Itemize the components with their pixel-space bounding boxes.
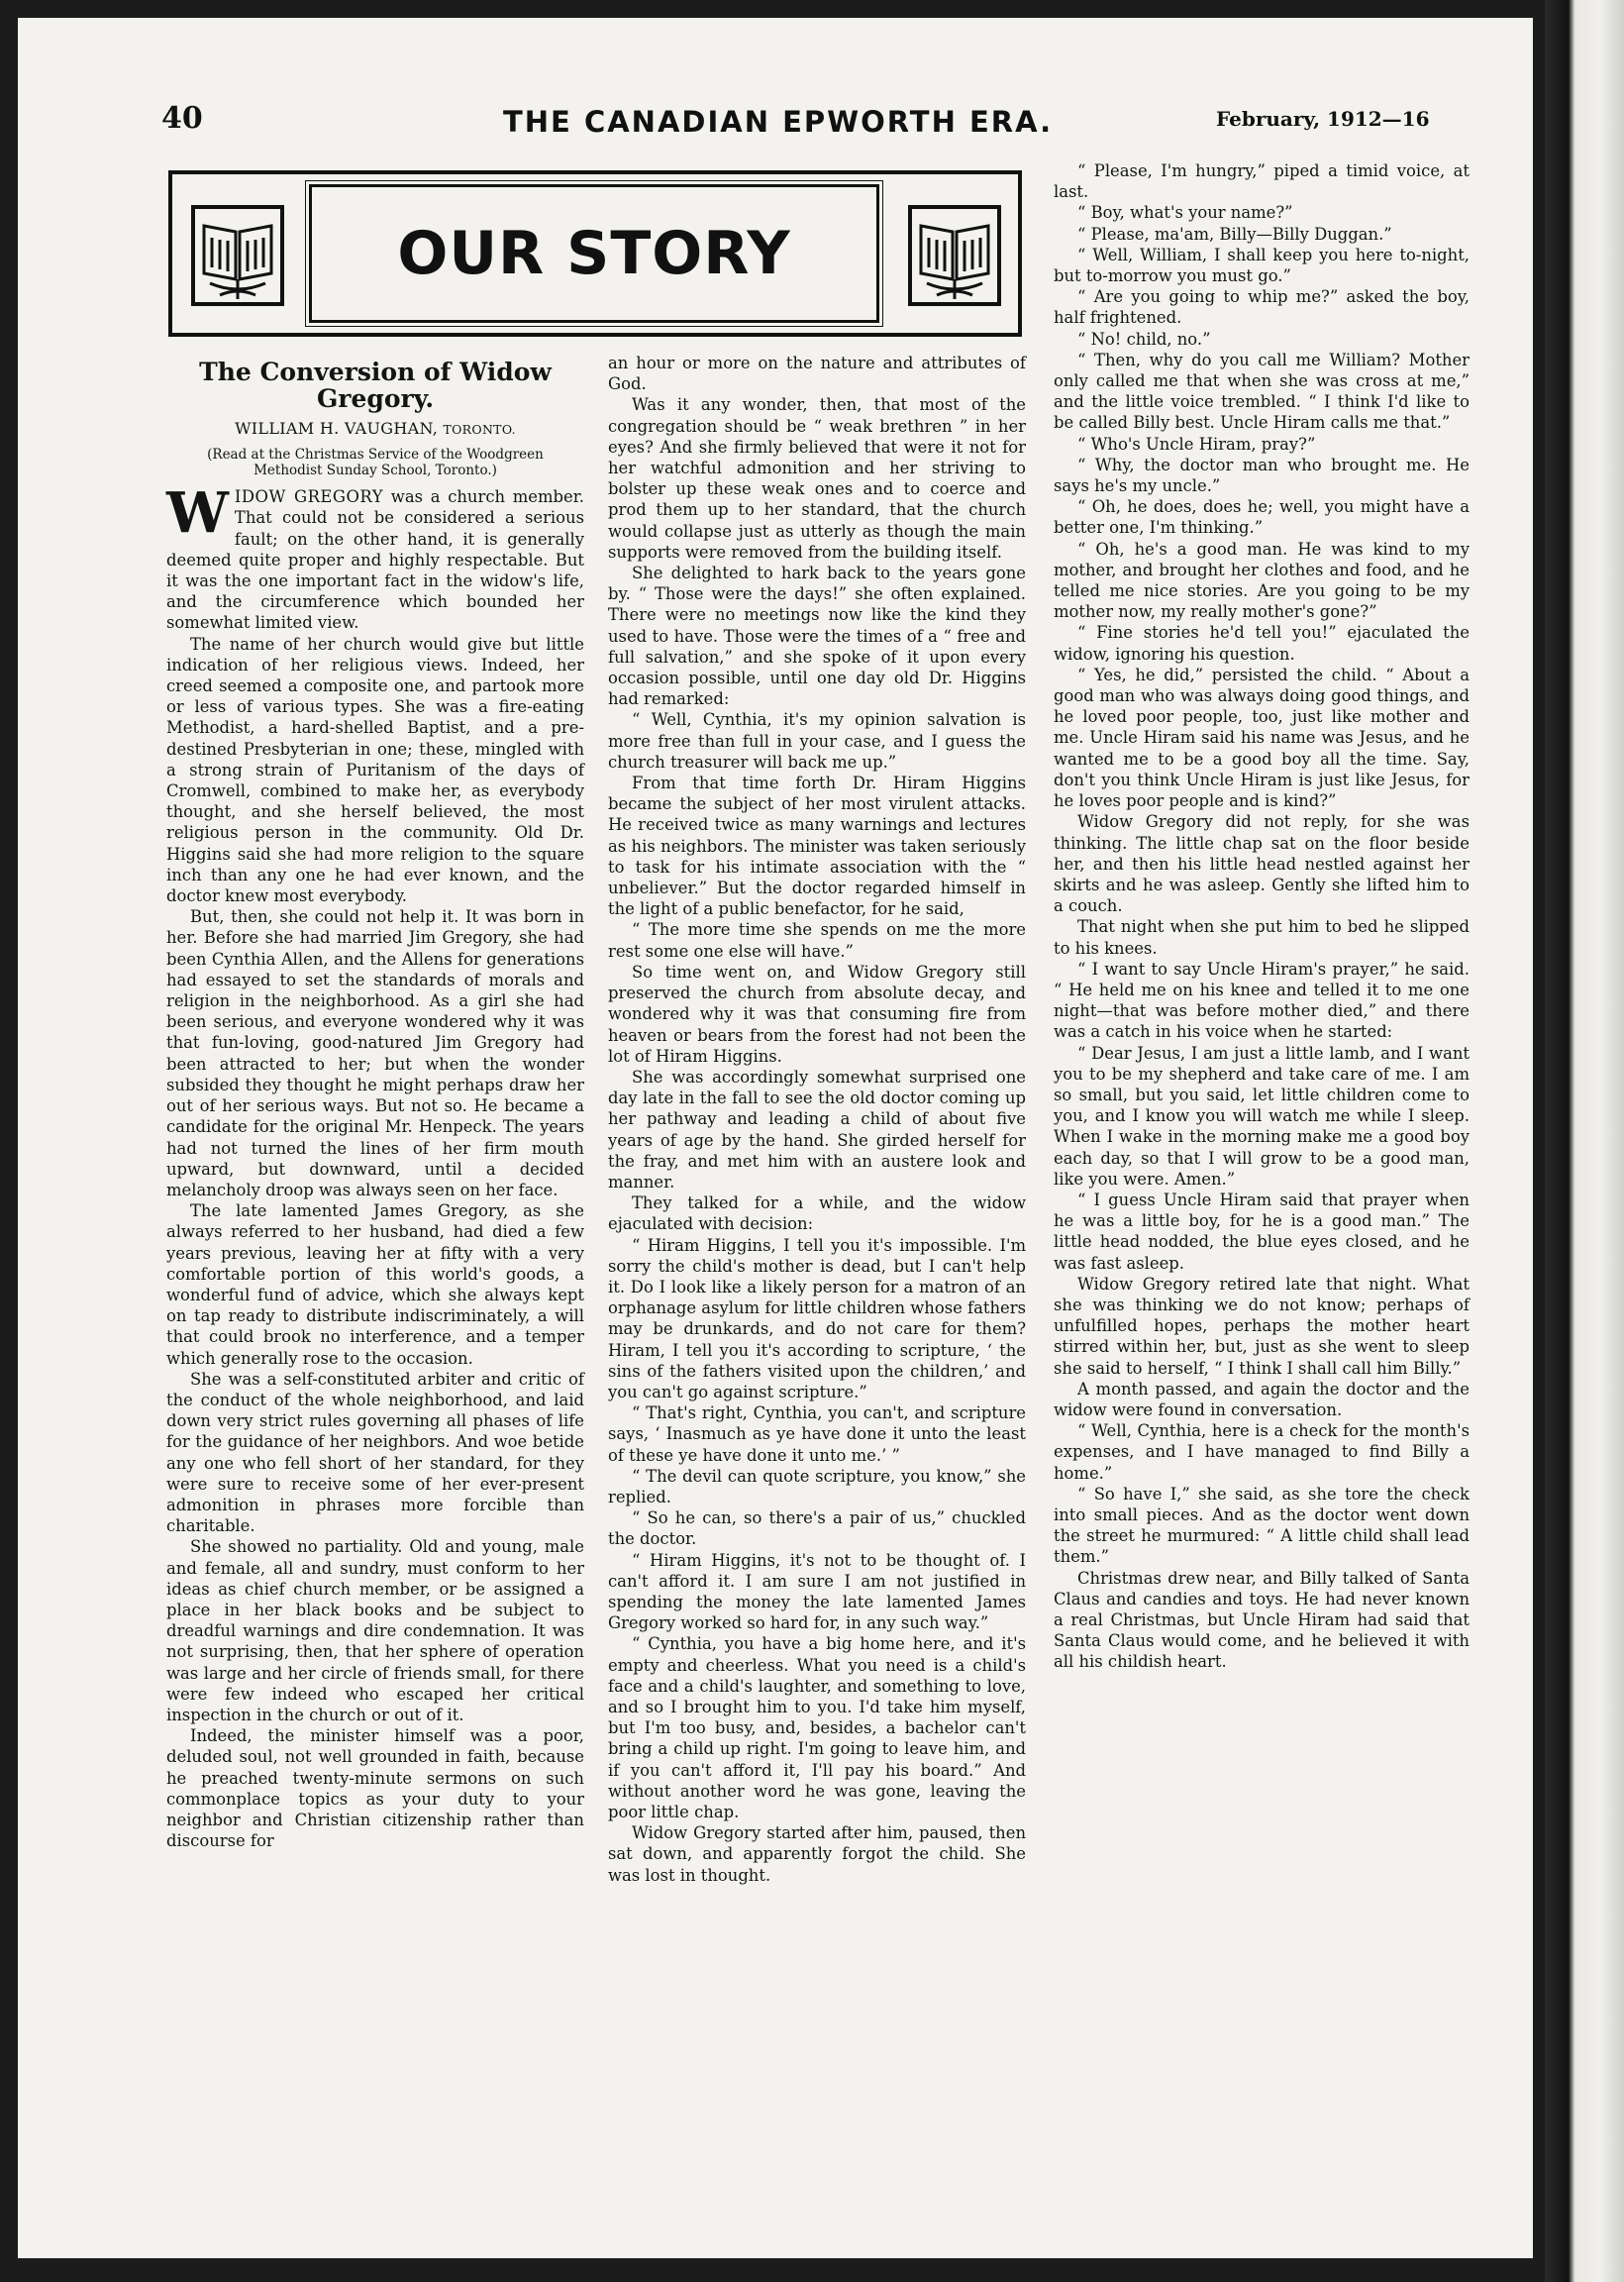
- paragraph: “ No! child, no.”: [1077, 329, 1211, 349]
- paragraph: Widow Gregory started after him, paused, then sat down, and apparently forgot the child. She was lost in thought.: [608, 1823, 1026, 1885]
- masthead: THE CANADIAN EPWORTH ERA.: [503, 105, 1054, 139]
- paragraph: “ Are you going to whip me?” asked the boy, half frightened.: [1054, 287, 1470, 328]
- paragraph: “ The devil can quote scripture, you know,” she replied.: [608, 1466, 1026, 1506]
- paragraph: “ Oh, he does, does he; well, you might have a better one, I'm thinking.”: [1054, 497, 1470, 538]
- article-title: The Conversion of Widow Gregory.: [199, 358, 552, 413]
- first-caps: IDOW GREGORY: [234, 487, 384, 507]
- author-name: WILLIAM H. VAUGHAN,: [235, 419, 439, 438]
- paragraph: Indeed, the minister himself was a poor, deluded soul, not well grounded in faith, because he preached twenty-minute sermons on such commonplace topics as your duty to your neighbor and Christian citizenship rather than discourse for: [166, 1726, 584, 1851]
- paragraph: “ Yes, he did,” persisted the child. “ About a good man who was always doing good things, and he loved poor people, too, just like mother and me. Uncle Hiram said his name was Jesus, and he wanted me to be a good boy all the time. Say, don't you think Uncle Hiram is just like Jesus, for he loves poor people and is kind?”: [1054, 665, 1470, 811]
- first-paragraph: [166, 480, 584, 633]
- paragraph: “ The more time she spends on me the more rest some one else will have.”: [608, 920, 1026, 961]
- open-book-icon: [907, 204, 1002, 307]
- paragraph: “ Please, ma'am, Billy—Billy Duggan.”: [1077, 224, 1392, 244]
- article-author: [166, 418, 584, 440]
- page-header: [18, 101, 1533, 141]
- paragraph: So time went on, and Widow Gregory still preserved the church from absolute decay, and wondered why it was that consuming fire from heaven or bears from the forest had not been the lot of Hiram Higgins.: [608, 962, 1026, 1066]
- paragraph: The name of her church would give but little indication of her religious views. Indeed, her creed seemed a composite one, and partook more or less of various types. She was a fire-eating Methodist, a hard-shelled Baptist, and a pre-destined Presbyterian in one; these, mingled with a strong strain of Puritanism of the days of Cromwell, combined to make her, as everybody thought, and she herself believed, the most religious person in the community. Old Dr. Higgins said she had more religion to the square inch than any one he had ever known, and the doctor knew most everybody.: [166, 634, 584, 906]
- column-3: [1054, 160, 1470, 1673]
- column-2: [608, 353, 1026, 1886]
- paragraph: an hour or more on the nature and attributes of God.: [608, 354, 1026, 394]
- paragraph: She showed no partiality. Old and young, male and female, all and sundry, must conform to her ideas as chief church member, or be assigned a place in her black books and be subject to dreadful warnings and dire condemnation. It was not surprising, then, that her sphere of operation was large and her circle of friends small, for there were few indeed who escaped her critical inspection in the church or out of it.: [166, 1537, 584, 1724]
- paragraph: “ Fine stories he'd tell you!” ejaculated the widow, ignoring his question.: [1054, 623, 1470, 664]
- issue-date: February, 1912—16: [1216, 107, 1430, 131]
- paragraph: “ Then, why do you call me William? Mother only called me that when she was cross at me,” and the little voice trembled. “ I think I'd like to be called Billy best. Uncle Hiram calls me that.”: [1054, 350, 1470, 433]
- paragraph: “ Hiram Higgins, I tell you it's impossible. I'm sorry the child's mother is dead, but I can't help it. Do I look like a likely person for a matron of an orphanage asylum for little children whose fathers may be drunkards, and do not care for them? Hiram, I tell you it's according to scripture, ‘ the sins of the fathers visited upon the children,’ and you can't go against scripture.”: [608, 1235, 1026, 1401]
- paragraph: Was it any wonder, then, that most of the congregation should be “ weak brethren ” in her eyes? And she firmly believed that were it not for her watchful admonition and her striving to bolster up these weak ones and to coerce and prod them up to her standard, that the church would collapse just as utterly as though the main supports were removed from the building itself.: [608, 395, 1026, 562]
- paragraph: “ Please, I'm hungry,” piped a timid voice, at last.: [1054, 161, 1470, 202]
- paragraph: “ I guess Uncle Hiram said that prayer when he was a little boy, for he is a good man.” The little head nodded, the blue eyes closed, and he was fast asleep.: [1054, 1190, 1470, 1273]
- page: [18, 18, 1533, 2258]
- paragraph: She was accordingly somewhat surprised one day late in the fall to see the old doctor coming up her pathway and leading a child of about five years of age by the hand. She girded herself for the fray, and met him with an austere look and manner.: [608, 1067, 1026, 1192]
- first-rest: was a church member. That could not be considered a serious fault; on the other hand, it is generally deemed quite proper and highly respectable. But it was the one important fact in the widow's life, and the circumference which bounded her somewhat limited view.: [166, 487, 584, 633]
- column-1: [166, 357, 584, 1851]
- story-banner: [168, 170, 1022, 337]
- paragraph: “ Well, Cynthia, it's my opinion salvation is more free than full in your case, and I guess the church treasurer will back me up.”: [608, 710, 1026, 772]
- paragraph: Widow Gregory did not reply, for she was thinking. The little chap sat on the floor beside her, and then his little head nestled against her skirts and he was asleep. Gently she lifted him to a couch.: [1054, 812, 1470, 916]
- paragraph: That night when she put him to bed he slipped to his knees.: [1054, 917, 1470, 958]
- banner-title-box: [309, 184, 879, 323]
- author-city: TORONTO.: [443, 422, 516, 437]
- banner-title: OUR STORY: [397, 219, 791, 288]
- paragraph: “ Boy, what's your name?”: [1077, 203, 1293, 223]
- paragraph: “ Why, the doctor man who brought me. He says he's my uncle.”: [1054, 455, 1470, 496]
- paragraph: Widow Gregory retired late that night. What she was thinking we do not know; perhaps of unfulfilled hopes, perhaps the mother heart stirred within her, but, just as she went to sleep she said to herself, “ I think I shall call him Billy.”: [1054, 1274, 1470, 1378]
- paragraph: They talked for a while, and the widow ejaculated with decision:: [608, 1193, 1026, 1234]
- paragraph: From that time forth Dr. Hiram Higgins became the subject of her most virulent attacks. He received twice as many warnings and lectures as his neighbors. The minister was taken seriously to task for his intimate association with the “ unbeliever.” But the doctor regarded himself in the light of a public benefactor, for he said,: [608, 774, 1026, 919]
- paragraph: “ Dear Jesus, I am just a little lamb, and I want you to be my shepherd and take care of me. I am so small, but you said, let little children come to you, and I know you will watch me while I sleep. When I wake in the morning make me a good boy each day, so that I will grow to be a good man, like you were. Amen.”: [1054, 1043, 1470, 1189]
- open-book-icon: [190, 204, 285, 307]
- paragraph: She delighted to hark back to the years gone by. “ Those were the days!” she often explained. There were no meetings now like the kind they used to have. Those were the times of a “ free and full salvation,” and she spoke of it upon every occasion possible, until one day old Dr. Higgins had remarked:: [608, 564, 1026, 709]
- article-note: (Read at the Christmas Service of the Woodgreen Methodist Sunday School, Toronto.): [207, 447, 544, 478]
- paragraph: “ That's right, Cynthia, you can't, and scripture says, ‘ Inasmuch as ye have done it unto the least of these ye have done it unto me.’ ”: [608, 1403, 1026, 1465]
- paragraph: Christmas drew near, and Billy talked of Santa Claus and candies and toys. He had never known a real Christmas, but Uncle Hiram had said that Santa Claus would come, and he believed it with all his childish heart.: [1054, 1568, 1470, 1672]
- paragraph: “ Hiram Higgins, it's not to be thought of. I can't afford it. I am sure I am not justified in spending the money the late lamented James Gregory worked so hard for, in any such way.”: [608, 1550, 1026, 1633]
- paragraph: She was a self-constituted arbiter and critic of the conduct of the whole neighborhood, and laid down very strict rules governing all phases of life for the guidance of her neighbors. And woe betide any one who fell short of her standard, for they were sure to receive some of her ever-present admonition in phrases more forcible than charitable.: [166, 1369, 584, 1536]
- binding-gutter: [1545, 0, 1624, 2282]
- paragraph: “ Who's Uncle Hiram, pray?”: [1077, 434, 1316, 454]
- paragraph: “ So he can, so there's a pair of us,” chuckled the doctor.: [608, 1508, 1026, 1549]
- paragraph: “ Oh, he's a good man. He was kind to my mother, and brought her clothes and food, and he telled me nice stories. Are you going to be my mother now, my really mother's gone?”: [1054, 539, 1470, 622]
- paragraph: But, then, she could not help it. It was born in her. Before she had married Jim Gregory, she had been Cynthia Allen, and the Allens for generations had essayed to set the standards of morals and religion in the neighborhood. As a girl she had been serious, and everyone wondered why it was that fun-loving, good-natured Jim Gregory had been attracted to her; but when the wonder subsided they thought he might perhaps draw her out of her serious ways. But not so. He became a candidate for the original Mr. Henpeck. The years had not turned the lines of her firm mouth upward, but downward, until a decided melancholy droop was always seen on her face.: [166, 907, 584, 1199]
- paragraph: “ So have I,” she said, as she tore the check into small pieces. And as the doctor went down the street he murmured: “ A little child shall lead them.”: [1054, 1484, 1470, 1567]
- page-number: 40: [161, 101, 203, 136]
- drop-cap: W: [166, 480, 229, 547]
- paragraph: “ I want to say Uncle Hiram's prayer,” he said. “ He held me on his knee and telled it to me one night—that was before mother died,” and there was a catch in his voice when he started:: [1054, 959, 1470, 1042]
- paragraph: The late lamented James Gregory, as she always referred to her husband, had died a few years previous, leaving her at fifty with a very comfortable portion of this world's goods, a wonderful fund of advice, which she always kept on tap ready to distribute indiscriminately, a will that could brook no interference, and a temper which generally rose to the occasion.: [166, 1201, 584, 1368]
- paragraph: “ Well, Cynthia, here is a check for the month's expenses, and I have managed to find Billy a home.”: [1054, 1421, 1470, 1483]
- paragraph: “ Well, William, I shall keep you here to-night, but to-morrow you must go.”: [1054, 245, 1470, 286]
- paragraph: “ Cynthia, you have a big home here, and it's empty and cheerless. What you need is a child's face and a child's laughter, and something to love, and so I brought him to you. I'd take him myself, but I'm too busy, and, besides, a bachelor can't bring a child up right. I'm going to leave him, and if you can't afford it, I'll pay his board.” And without another word he was gone, leaving the poor little chap.: [608, 1634, 1026, 1822]
- paragraph: A month passed, and again the doctor and the widow were found in conversation.: [1054, 1379, 1470, 1419]
